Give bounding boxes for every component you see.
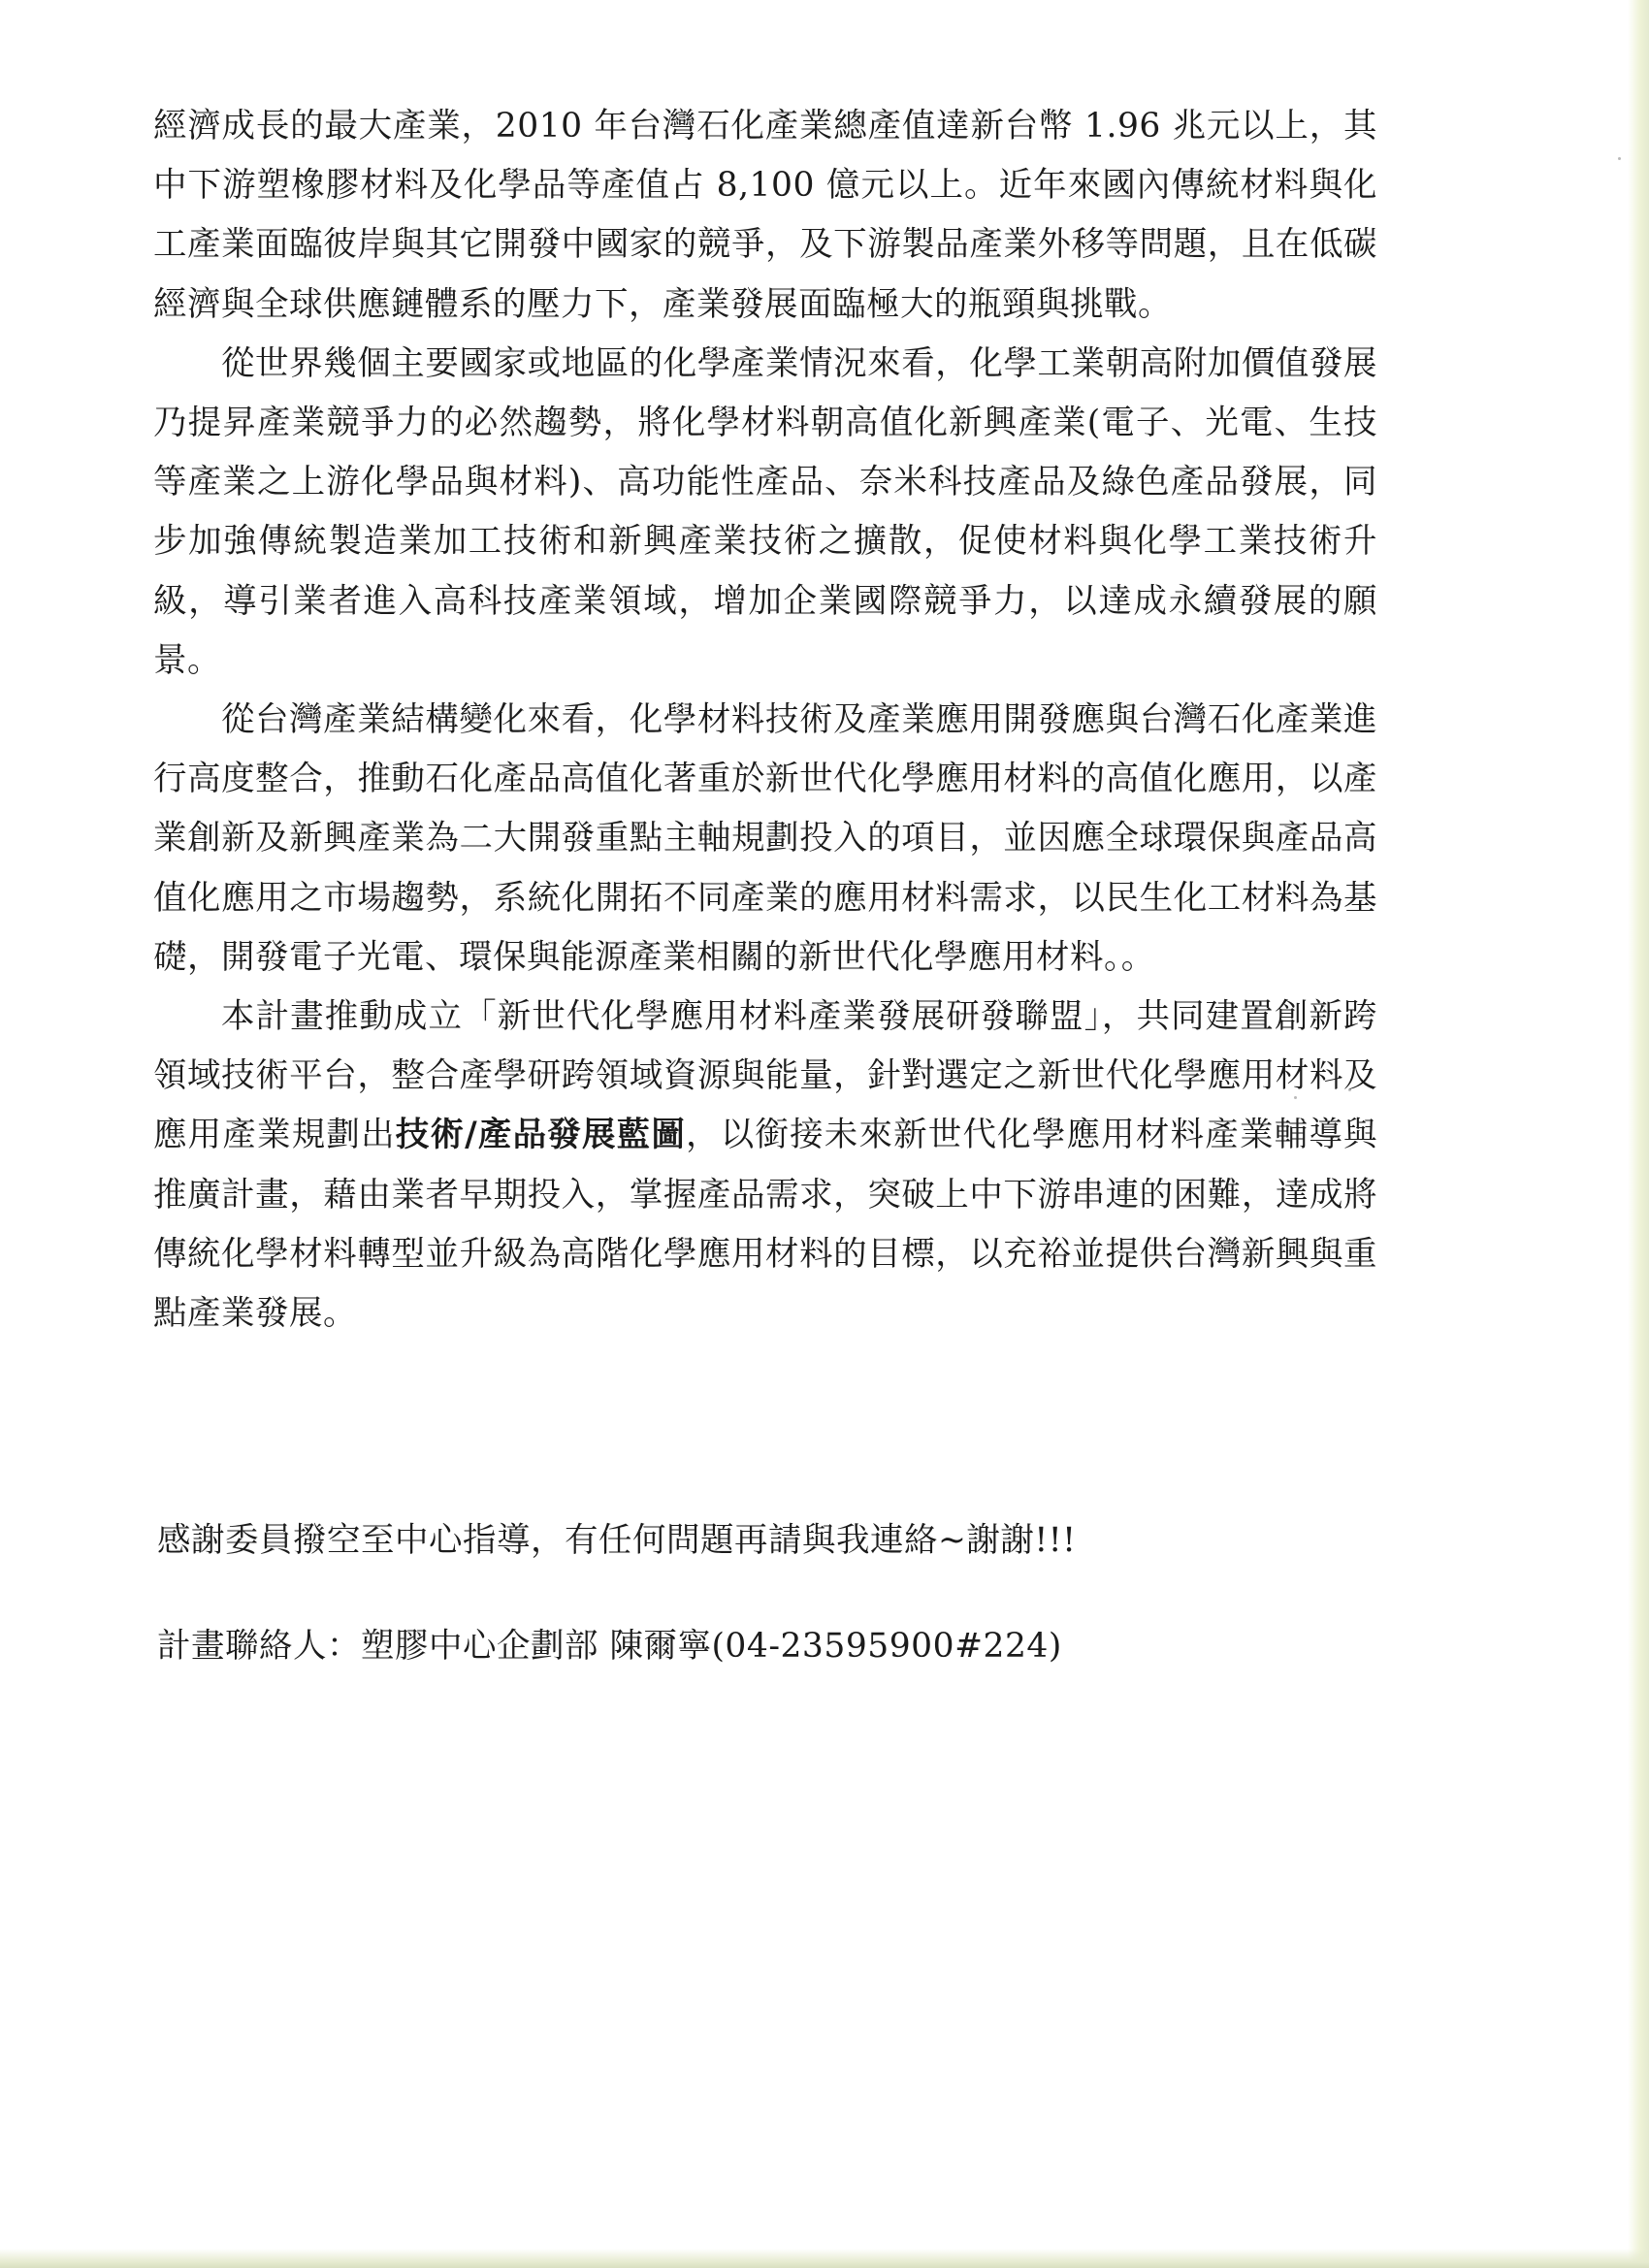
alliance-text-end: ，以銜接未來新世代化學應用材料產業輔導與推廣計畫，藉由業者早期投入，掌握產品需求，突破上中下游串連的困難，達成將傳統化學材料轉型並升級為高階化學應用材料的目標，以充裕並提供台灣新興與重點產業發展。 [153,1116,1377,1334]
closing-thanks: 感謝委員撥空至中心指導，有任何問題再請與我連絡~謝謝!!! [157,1521,1077,1560]
document-body [153,97,1377,1344]
scan-speck [1618,157,1621,160]
scan-edge-right [1628,0,1649,2268]
paragraph-taiwan-structure: 從台灣產業結構變化來看，化學材料技術及產業應用開發應與台灣石化產業進行高度整合，推動石化產品高值化著重於新世代化學應用材料的高值化應用，以產業創新及新興產業為二大開發重點主軸規劃投入的項目，並因應全球環保與產品高值化應用之市場趨勢，系統化開拓不同產業的應用材料需求，以民生化工材料為基礎，開發電子光電、環保與能源產業相關的新世代化學應用材料。。 [153,700,1377,977]
paragraph-world-trends: 從世界幾個主要國家或地區的化學產業情況來看，化學工業朝高附加價值發展乃提昇產業競爭力的必然趨勢，將化學材料朝高值化新興產業(電子、光電、生技等產業之上游化學品與材料)、高功能性產品、奈米科技產品及綠色產品發展，同步加強傳統製造業加工技術和新興產業技術之擴散，促使材料與化學工業技術升級，導引業者進入高科技產業領域，增加企業國際競爭力，以達成永續發展的願景。 [153,343,1377,680]
paragraph-alliance-plan [153,988,1377,1344]
alliance-text-start: 本計畫推動成立「新世代化學應用材料產業發展研發聯盟」，共同建置創新跨領域技術平台，整合產學研跨領域資源與能量，針對選定之新世代化學應用材料及應用產業規劃出 [153,997,1377,1155]
contact-person: 計畫聯絡人：塑膠中心企劃部 陳爾寧(04-23595900#224) [157,1627,1062,1666]
scan-edge-bottom [0,2249,1649,2268]
roadmap-emphasis: 技術/產品發展藍圖 [395,1116,687,1155]
paragraph-industry-output: 經濟成長的最大產業，2010 年台灣石化產業總產值達新台幣 1.96 兆元以上，其中下游塑橡膠材料及化學品等產值占 8,100 億元以上。近年來國內傳統材料與化工產業面臨彼岸與其它開發中國家的競爭，及下游製品產業外移等問題，且在低碳經濟與全球供應鏈體系的壓力下，產業發展面臨極大的瓶頸與挑戰。 [153,107,1377,324]
